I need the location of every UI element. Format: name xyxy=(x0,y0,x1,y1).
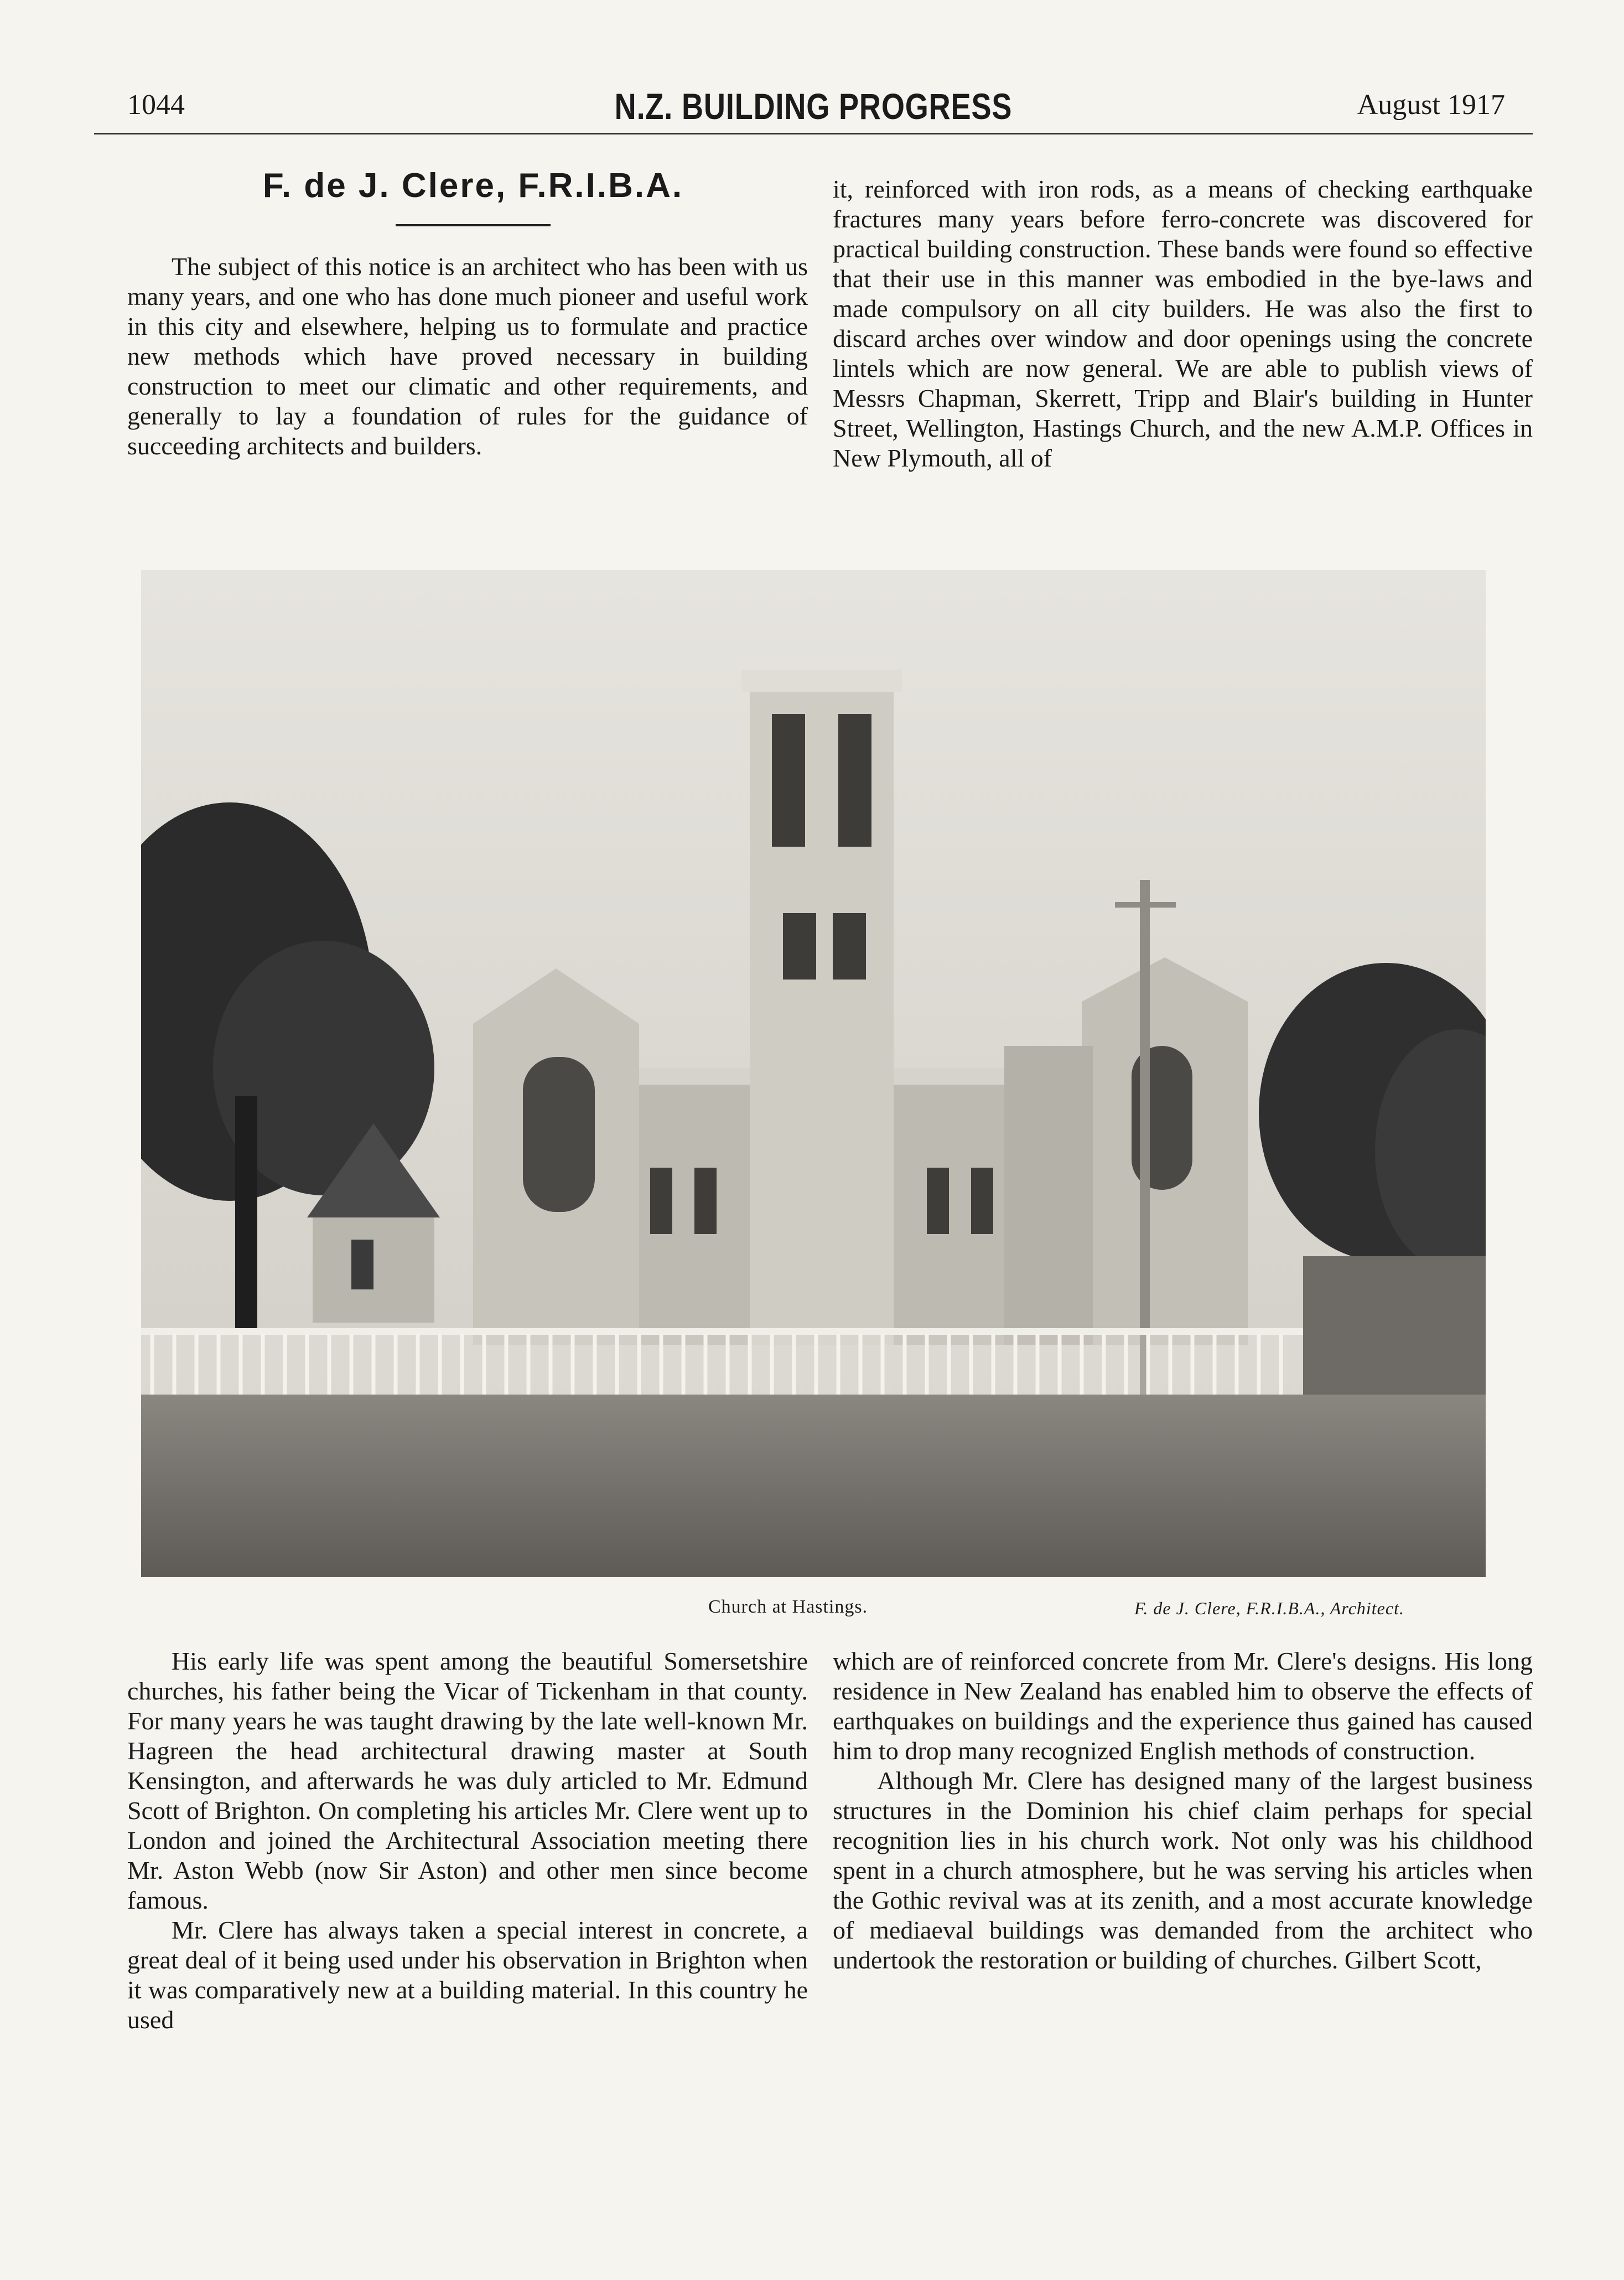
page-number: 1044 xyxy=(127,89,185,121)
header-rule xyxy=(94,133,1533,134)
title-rule xyxy=(396,224,551,226)
figure-caption: Church at Hastings. xyxy=(708,1597,868,1617)
issue-date: August 1917 xyxy=(1357,89,1505,121)
journal-title: N.Z. BUILDING PROGRESS xyxy=(614,86,1013,127)
concrete-paragraph: Mr. Clere has always taken a special interest in concrete, a great deal of it being used under his observation in Brighton when it was comparatively new at a building material. In this country he used xyxy=(127,1916,808,2034)
early-life-paragraph: His early life was spent among the beautiful Somersetshire churches, his father being the Vicar of Tickenham in that county. For many years he was taught drawing by the late well-known Mr. Hagreen the head architectural drawing master at South Kensington, and afterwards he was duly articled to Mr. Edmund Scott of Brighton. On completing his articles Mr. Clere went up to London and joined the Architectural Association meeting there Mr. Aston Webb (now Sir Aston) and other men since become famous. xyxy=(127,1647,808,1914)
intro-paragraph: The subject of this notice is an architect who has been with us many years, and one who has done much pioneer and useful work in this city and elsewhere, helping us to formulate and practice new methods which have proved necessary in building construction to meet our climatic and other requirements, and generally to lay a foundation of rules for the guidance of succeeding architects and builders. xyxy=(127,252,808,460)
page-header xyxy=(94,86,1533,144)
figure-credit: F. de J. Clere, F.R.I.B.A., Architect. xyxy=(1134,1598,1404,1618)
top-right-column xyxy=(833,174,1533,473)
bottom-left-column xyxy=(127,1646,808,2035)
intro-column xyxy=(127,252,808,461)
continued-paragraph: it, reinforced with iron rods, as a means of checking earthquake fractures many years before ferro-concrete was discovered for practical building construction. These bands were found so effective that their use in this manner was embodied in the bye-laws and made compulsory on all city builders. He was also the first to discard arches over window and door openings using the concrete lintels which are now general. We are able to publish views of Messrs Chapman, Skerrett, Tripp and Blair's building in Hunter Street, Wellington, Hastings Church, and the new A.M.P. Offices in New Plymouth, all of xyxy=(833,175,1533,472)
designs-paragraph: which are of reinforced concrete from Mr. Clere's designs. His long residence in New Zealand has enabled him to observe the effects of earthquakes on buildings and the experience thus gained has caused him to drop many recognized English methods of construction. xyxy=(833,1647,1533,1765)
article-title: F. de J. Clere, F.R.I.B.A. xyxy=(262,167,684,205)
church-work-paragraph: Although Mr. Clere has designed many of the largest business structures in the Dominion his chief claim perhaps for special recognition lies in his church work. Not only was his childhood spent in a church atmosphere, but he was serving his articles when the Gothic revival was at its zenith, and a most accurate knowledge of mediaeval buildings was demanded from the architect who undertook the restoration or building of churches. Gilbert Scott, xyxy=(833,1766,1533,1974)
church-photograph xyxy=(141,570,1486,1577)
bottom-right-column xyxy=(833,1646,1533,1975)
